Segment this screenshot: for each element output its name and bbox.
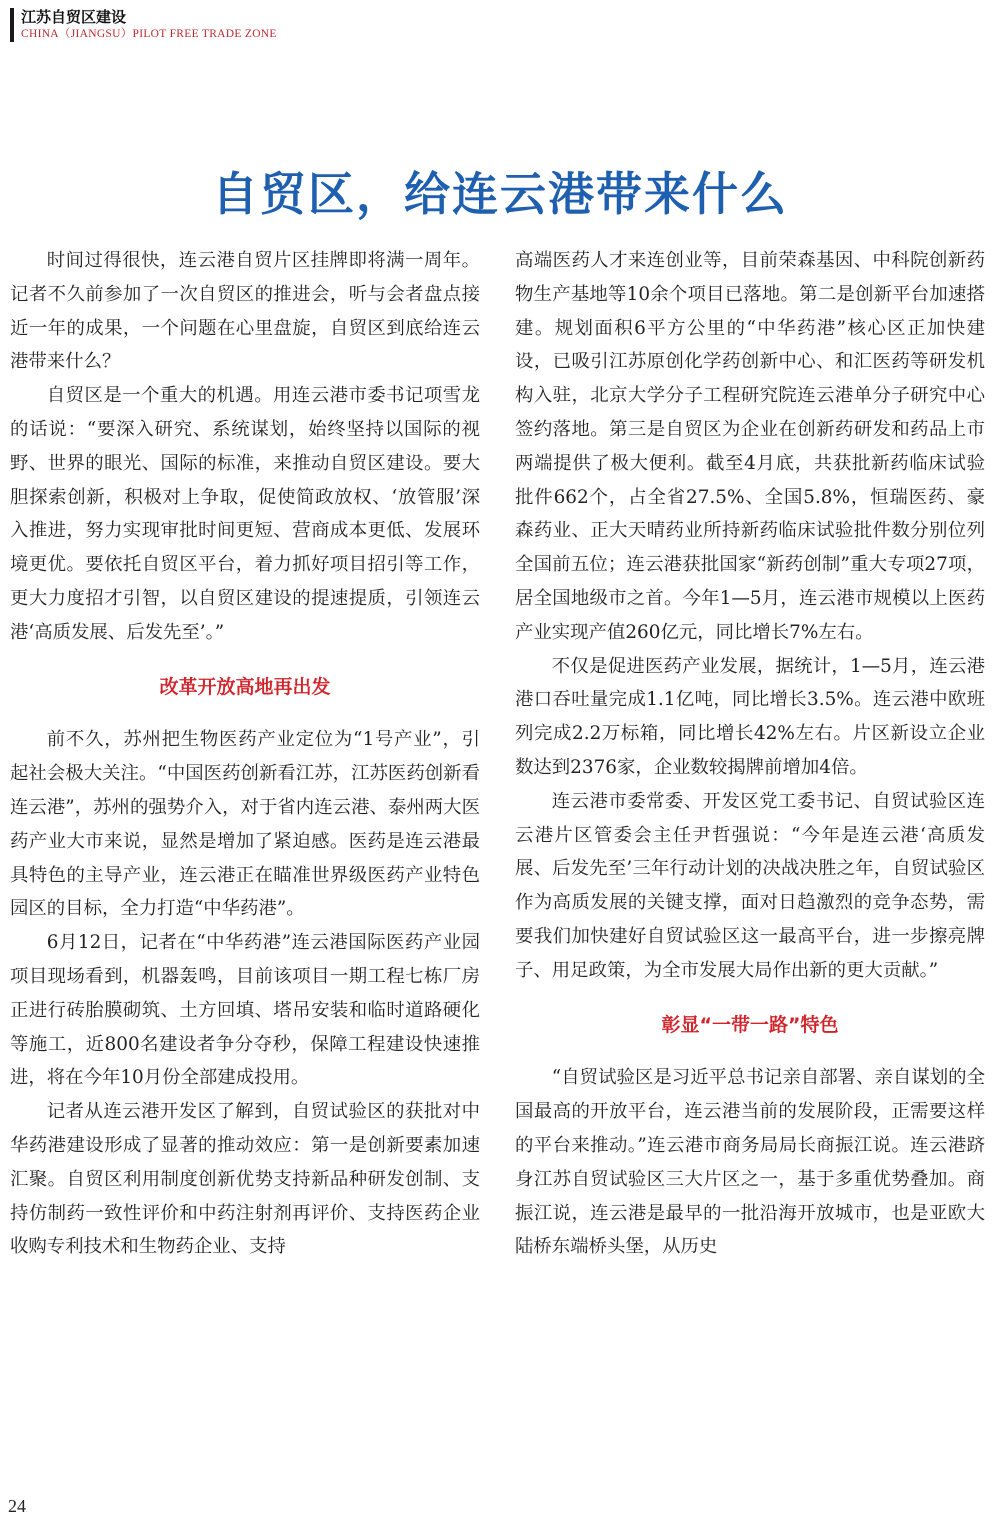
header-subtitle: CHINA（JIANGSU）PILOT FREE TRADE ZONE <box>21 28 277 40</box>
paragraph: “自贸试验区是习近平总书记亲自部署、亲自谋划的全国最高的开放平台，连云港当前的发展阶段，正需要这样的平台来推动。”连云港市商务局局长商振江说。连云港跻身江苏自贸试验区三大片区之一，基于多重优势叠加。商振江说，连云港是最早的一批沿海开放城市，也是亚欧大陆桥东端桥头堡，从历史 <box>515 1067 985 1258</box>
paragraph: 自贸区是一个重大的机遇。用连云港市委书记项雪龙的话说：“要深入研究、系统谋划，始终坚持以国际的视野、世界的眼光、国际的标准，来推动自贸区建设。要大胆探索创新，积极对上争取，促使简政放权、‘放管服’深入推进，努力实现审批时间更短、营商成本更低、发展环境更优。要依托自贸区平台，着力抓好项目招引等工作，更大力度招才引智，以自贸区建设的提速提质，引领连云港‘高质发展、后发先至’。” <box>10 385 480 643</box>
paragraph: 时间过得很快，连云港自贸片区挂牌即将满一周年。记者不久前参加了一次自贸区的推进会，听与会者盘点接近一年的成果，一个问题在心里盘旋，自贸区到底给连云港带来什么？ <box>10 250 480 373</box>
header-text <box>21 8 277 42</box>
paragraph: 不仅是促进医药产业发展，据统计，1—5月，连云港港口吞吐量完成1.1亿吨，同比增长3.5%。连云港中欧班列完成2.2万标箱，同比增长42%左右。片区新设立企业数达到2376家，企业数较揭牌前增加4倍。 <box>515 655 985 778</box>
page-number: 24 <box>8 1496 26 1516</box>
paragraph: 6月12日，记者在“中华药港”连云港国际医药产业园项目现场看到，机器轰鸣，目前该项目一期工程七栋厂房正进行砖胎膜砌筑、土方回填、塔吊安装和临时道路硬化等施工，近800名建设者争分夺秒，保障工程建设快速推进，将在今年10月份全部建成投用。 <box>10 932 480 1089</box>
page-header <box>10 8 277 42</box>
right-column <box>515 244 985 1264</box>
section-heading: 改革开放高地再出发 <box>159 675 331 698</box>
paragraph: 前不久，苏州把生物医药产业定位为“1号产业”，引起社会极大关注。“中国医药创新看江苏，江苏医药创新看连云港”，苏州的强势介入，对于省内连云港、泰州两大医药产业大市来说，显然是增加了紧迫感。医药是连云港最具特色的主导产业，连云港正在瞄准世界级医药产业特色园区的目标，全力打造“中华药港”。 <box>10 729 480 920</box>
paragraph: 记者从连云港开发区了解到，自贸试验区的获批对中华药港建设形成了显著的推动效应：第一是创新要素加速汇聚。自贸区利用制度创新优势支持新品种研发创制、支持仿制药一致性评价和中药注射剂再评价、支持医药企业收购专利技术和生物药企业、支持 <box>10 1101 480 1258</box>
article-title: 自贸区，给连云港带来什么 <box>212 167 788 221</box>
header-title: 江苏自贸区建设 <box>21 8 127 26</box>
header-bar <box>10 8 14 42</box>
left-column <box>10 244 480 1264</box>
paragraph-continued: 高端医药人才来连创业等，目前荣森基因、中科院创新药物生产基地等10余个项目已落地。第二是创新平台加速搭建。规划面积6平方公里的“中华药港”核心区正加快建设，已吸引江苏原创化学药创新中心、和汇医药等研发机构入驻，北京大学分子工程研究院连云港单分子研究中心签约落地。第三是自贸区为企业在创新药研发和药品上市两端提供了极大便利。截至4月底，共获批新药临床试验批件662个，占全省27.5%、全国5.8%，恒瑞医药、豪森药业、正大天晴药业所持新药临床试验批件数分别位列全国前五位；连云港获批国家“新药创制”重大专项27项，居全国地级市之首。今年1—5月，连云港市规模以上医药产业实现产值260亿元，同比增长7%左右。 <box>515 250 985 643</box>
paragraph: 连云港市委常委、开发区党工委书记、自贸试验区连云港片区管委会主任尹哲强说：“今年是连云港‘高质发展、后发先至’三年行动计划的决战决胜之年，自贸试验区作为高质发展的关键支撑，面对日趋激烈的竞争态势，需要我们加快建好自贸试验区这一最高平台，进一步擦亮牌子、用足政策，为全市发展大局作出新的更大贡献。” <box>515 790 985 981</box>
section-heading: 彰显“一带一路”特色 <box>661 1013 839 1036</box>
